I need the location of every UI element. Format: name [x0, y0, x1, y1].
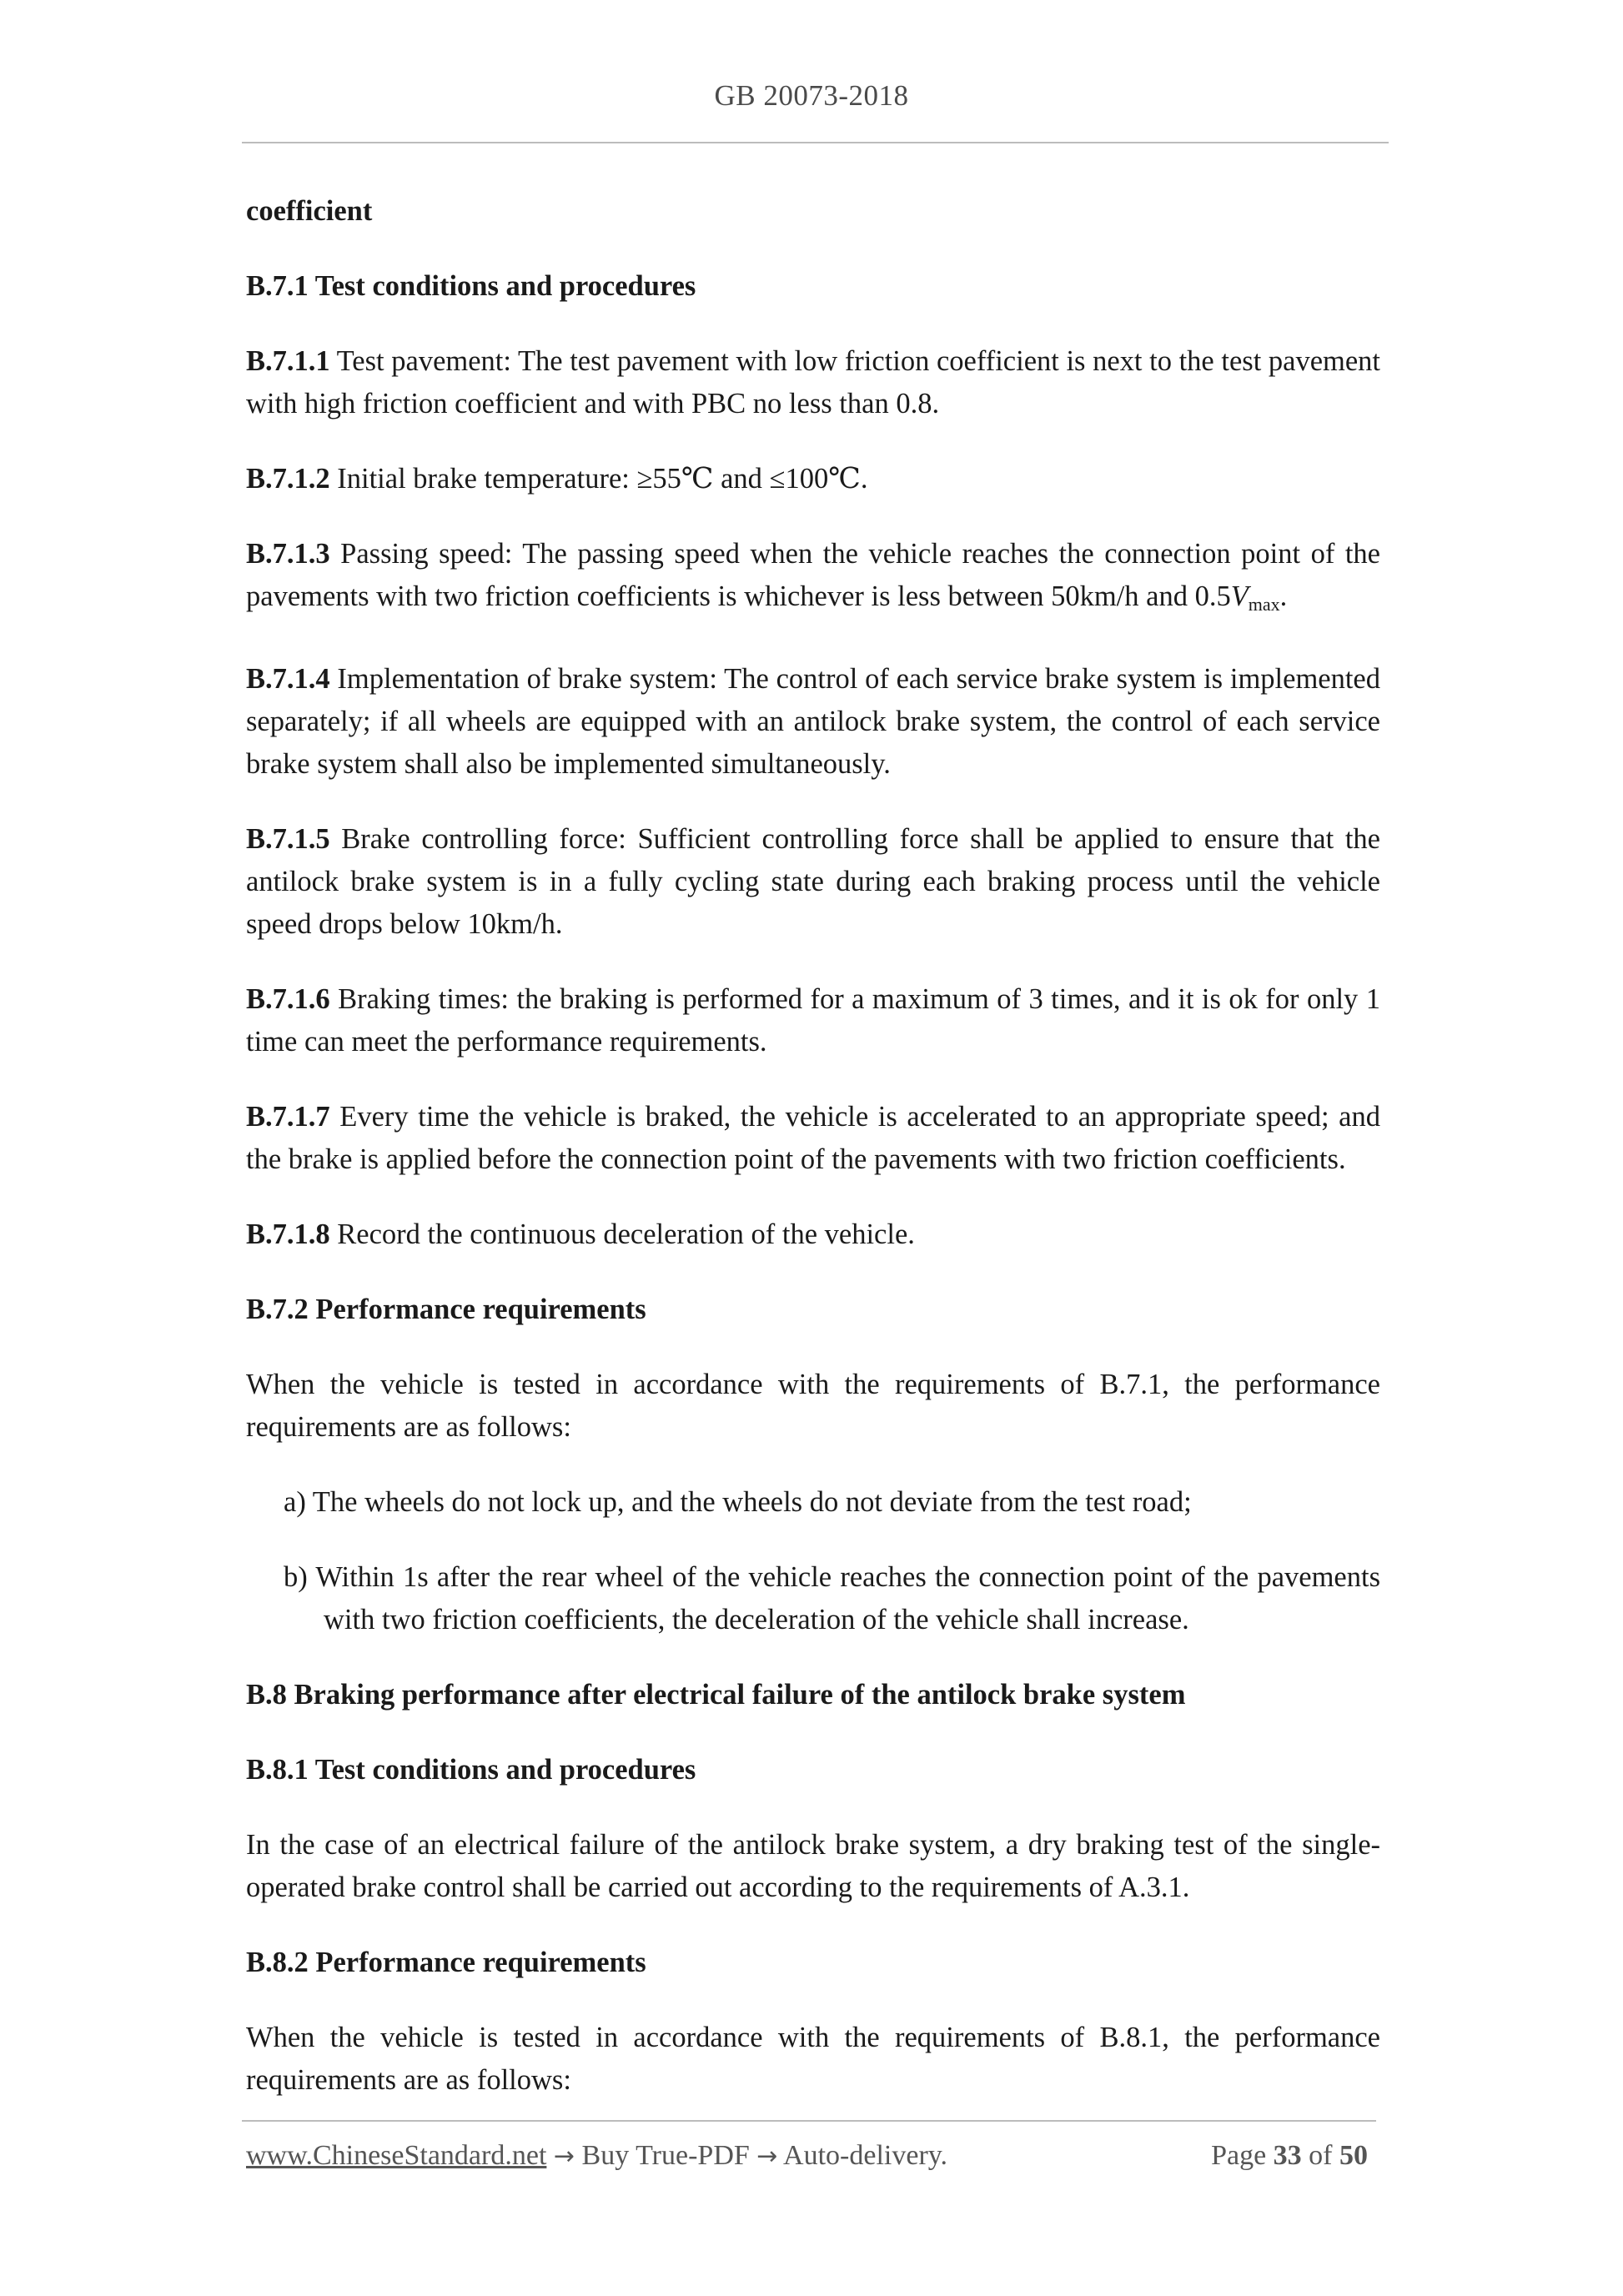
section-heading-b-7-1: B.7.1 Test conditions and procedures: [246, 270, 696, 302]
clause-number: B.7.1.5: [246, 823, 330, 855]
arrow-right-icon: →: [553, 2142, 575, 2171]
paragraph-b-8-1: In the case of an electrical failure of the antilock brake system, a dry braking test of the single-operated brake control shall be carried out according to the requirements of A.3.1.: [246, 1829, 1380, 1903]
auto-delivery-text: Auto-delivery.: [777, 2140, 948, 2171]
of-label: of: [1309, 2140, 1333, 2171]
page-indicator: [1211, 2140, 1368, 2172]
clause-number: B.7.1.7: [246, 1101, 330, 1133]
arrow-right-icon: →: [756, 2142, 778, 2171]
clause-text: Record the continuous deceleration of the vehicle.: [329, 1218, 915, 1250]
clause-text: Test pavement: The test pavement with low friction coefficient is next to the test pavement with high friction coefficient and with PBC no less than 0.8.: [246, 345, 1381, 420]
continued-heading: coefficient: [246, 195, 373, 227]
clause-text: Every time the vehicle is braked, the vehicle is accelerated to an appropriate speed; and the brake is applied before the connection point of the pavements with two friction coefficients.: [246, 1101, 1380, 1175]
clause-text: Braking times: the braking is performed for a maximum of 3 times, and it is ok for only 1 time can meet the performance requirements.: [246, 983, 1380, 1058]
paragraph-b-7-2-intro: When the vehicle is tested in accordance with the requirements of B.7.1, the performance requirements are as follows:: [246, 1369, 1380, 1443]
clause-text: Implementation of brake system: The control of each service brake system is implemented separately; if all wheels are equipped with an antilock brake system, the control of each service brake system shall also be implemented simultaneously.: [246, 663, 1380, 780]
total-pages-number: 50: [1339, 2140, 1368, 2171]
clause-text: Initial brake temperature: ≥55℃ and ≤100℃.: [329, 463, 868, 495]
current-page-number: 33: [1273, 2140, 1302, 2171]
clause-b-7-1-8: [246, 1213, 1380, 1256]
header-divider: [242, 142, 1389, 143]
clause-text: Brake controlling force: Sufficient controlling force shall be applied to ensure that the antilock brake system is in a fully cycling state during each braking process until the vehicle speed drops below 10km/h.: [246, 823, 1380, 940]
velocity-subscript: max: [1248, 594, 1280, 615]
clause-number: B.7.1.3: [246, 538, 330, 570]
buy-text: Buy True-PDF: [575, 2140, 757, 2171]
clause-number: B.7.1.2: [246, 463, 330, 495]
clause-b-7-1-7: [246, 1096, 1380, 1181]
clause-b-7-1-2: [246, 458, 1380, 500]
clause-b-7-1-1: [246, 340, 1380, 425]
document-header-title: GB 20073-2018: [714, 79, 909, 112]
clause-b-7-1-6: [246, 978, 1380, 1063]
section-heading-b-8-2: B.8.2 Performance requirements: [246, 1947, 646, 1978]
clause-text: Passing speed: The passing speed when the vehicle reaches the connection point of the pavements with two friction coefficients is whichever is less between 50km/h and 0.5: [246, 538, 1380, 612]
paragraph-b-8-2-intro: When the vehicle is tested in accordance with the requirements of B.8.1, the performance requirements are as follows:: [246, 2022, 1380, 2096]
footer-divider: [242, 2120, 1376, 2122]
list-item-b: b) Within 1s after the rear wheel of the vehicle reaches the connection point of the pavements with two friction coefficients, the deceleration of the vehicle shall increase.: [284, 1561, 1380, 1635]
section-heading-b-8-1: B.8.1 Test conditions and procedures: [246, 1754, 696, 1786]
clause-b-7-1-4: [246, 658, 1380, 786]
document-body: [246, 190, 1380, 2134]
footer-promo: [246, 2140, 947, 2172]
clause-number: B.7.1.8: [246, 1218, 330, 1250]
page-label: Page: [1211, 2140, 1267, 2171]
clause-number: B.7.1.1: [246, 345, 330, 377]
clause-b-7-1-3: [246, 533, 1380, 625]
clause-number: B.7.1.4: [246, 663, 330, 695]
velocity-symbol: V: [1230, 580, 1249, 612]
section-heading-b-7-2: B.7.2 Performance requirements: [246, 1294, 646, 1325]
section-heading-b-8: B.8 Braking performance after electrical failure of the antilock brake system: [246, 1679, 1186, 1711]
list-item-a: a) The wheels do not lock up, and the wheels do not deviate from the test road;: [284, 1486, 1192, 1518]
website-link[interactable]: www.ChineseStandard.net: [246, 2140, 547, 2171]
clause-b-7-1-5: [246, 818, 1380, 946]
clause-tail: .: [1279, 580, 1288, 612]
clause-number: B.7.1.6: [246, 983, 330, 1015]
